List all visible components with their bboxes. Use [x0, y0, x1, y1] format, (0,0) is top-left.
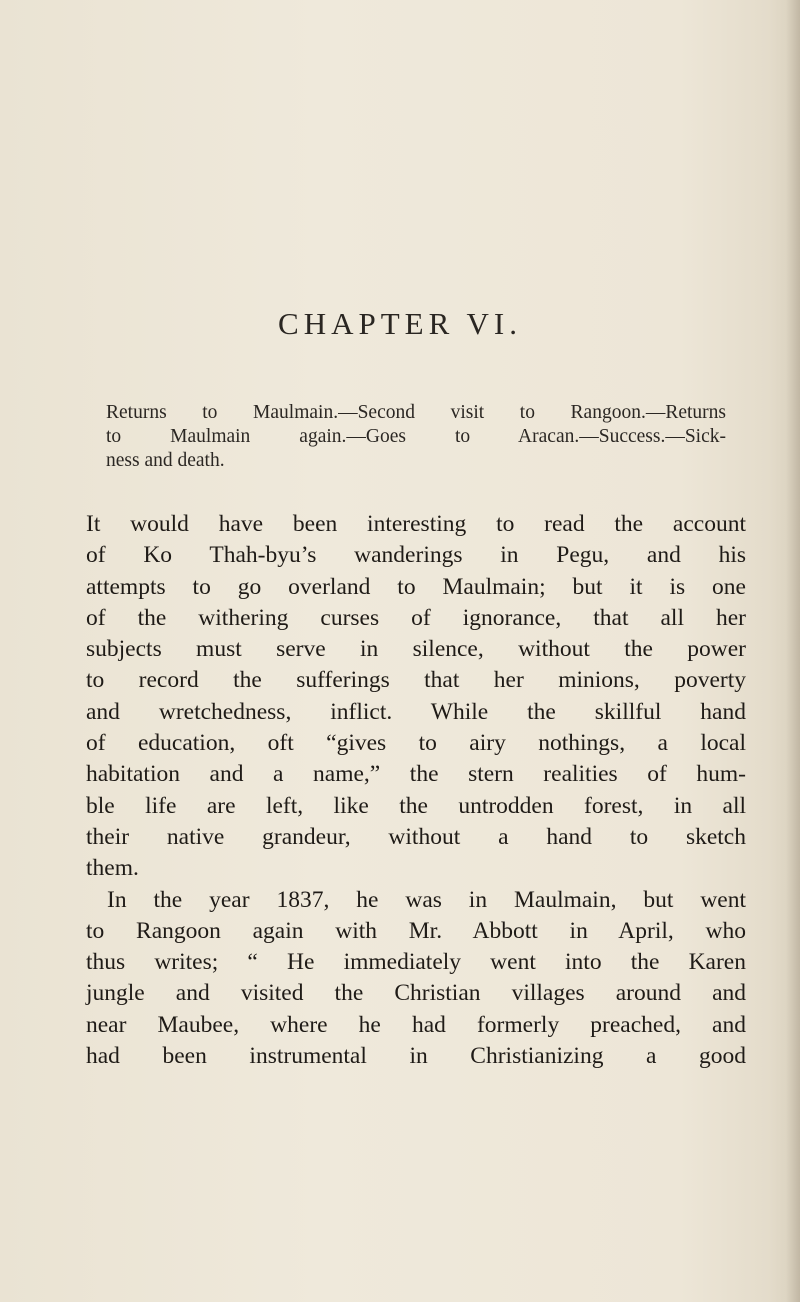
body-line: to Rangoon again with Mr. Abbott in April, who [86, 917, 746, 944]
synopsis-line: Returns to Maulmain.—Second visit to Rangoon.—Returns [106, 402, 726, 423]
body-line: attempts to go overland to Maulmain; but it is one [86, 573, 746, 600]
body-line: jungle and visited the Christian villages around and [86, 980, 746, 1007]
body-line: It would have been interesting to read the account [86, 511, 746, 537]
chapter-synopsis [106, 401, 726, 473]
body-line: of the withering curses of ignorance, that all her [86, 604, 746, 631]
synopsis-line: ness and death. [106, 450, 225, 471]
page-edge-shadow [786, 0, 800, 1302]
body-line: In the year 1837, he was in Maulmain, but went [107, 886, 746, 913]
body-line: ble life are left, like the untrodden forest, in all [86, 792, 746, 819]
body-line: had been instrumental in Christianizing a good [86, 1043, 746, 1070]
body-text [86, 509, 746, 1072]
body-line: of Ko Thah-byu’s wanderings in Pegu, and his [86, 542, 746, 569]
body-line: of education, oft “gives to airy nothings, a local [86, 730, 746, 757]
body-line: thus writes; “ He immediately went into the Karen [86, 949, 746, 976]
body-line: near Maubee, where he had formerly preached, and [86, 1011, 746, 1038]
body-line: subjects must serve in silence, without the power [86, 636, 746, 663]
body-line: to record the sufferings that her minions, poverty [86, 667, 746, 694]
chapter-title: CHAPTER VI. [278, 306, 522, 341]
body-line: them. [86, 855, 139, 882]
body-line: and wretchedness, inflict. While the skillful hand [86, 698, 746, 725]
body-line: habitation and a name,” the stern realities of hum- [86, 761, 746, 788]
body-line: their native grandeur, without a hand to sketch [86, 823, 746, 850]
synopsis-line: to Maulmain again.—Goes to Aracan.—Success.—Sick- [106, 426, 726, 447]
